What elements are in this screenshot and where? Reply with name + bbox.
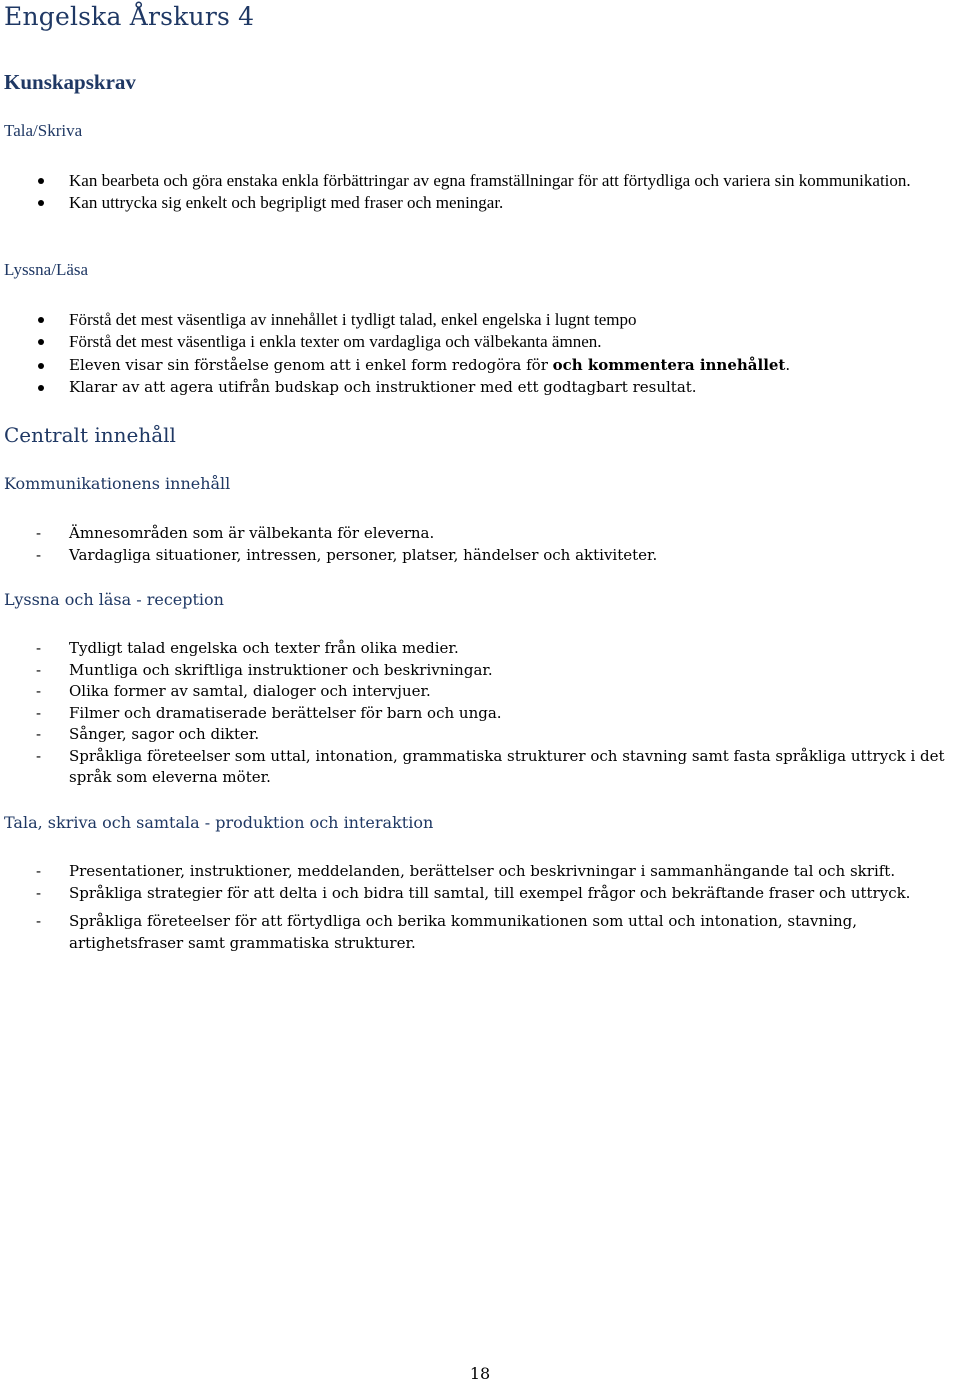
- list-item: - Språkliga företeelser som uttal, intonation, grammatiska strukturer och stavning samt fasta språkliga uttryck i det språk som eleverna möter.: [36, 746, 945, 786]
- list-tala-skriva: [0, 170, 960, 213]
- bullet-icon: [38, 317, 44, 323]
- dash-icon: -: [36, 703, 42, 722]
- list-item: - Språkliga företeelser för att förtydliga och berika kommunikationen som uttal och intonation, stavning, artighetsfraser samt grammatiska strukturer.: [36, 912, 858, 952]
- list-item: - Filmer och dramatiserade berättelser för barn och unga.: [0, 703, 960, 725]
- dash-icon: -: [36, 639, 42, 657]
- list-item: - Olika former av samtal, dialoger och intervjuer.: [0, 681, 960, 703]
- list-item: Klarar av att agera utifrån budskap och instruktioner med ett godtagbart resultat.: [0, 377, 960, 399]
- list-kommunikation: [0, 523, 960, 566]
- subheading-tala-skriva: Tala/Skriva: [4, 121, 83, 140]
- list-item: Förstå det mest väsentliga av innehållet i tydligt talad, enkel engelska i lugnt tempo: [0, 309, 960, 331]
- list-lyssna-lasa-cont: [0, 355, 960, 398]
- page-number: 18: [469, 1364, 491, 1383]
- subheading-produktion: Tala, skriva och samtala - produktion och interaktion: [4, 813, 434, 832]
- list-item: - Språkliga strategier för att delta i och bidra till samtal, till exempel frågor och bekräftande fraser och uttryck.: [0, 883, 960, 905]
- list-reception: [0, 638, 960, 789]
- list-item: Eleven visar sin förståelse genom att i enkel form redogöra för och kommentera innehållet.: [0, 355, 960, 377]
- subheading-kommunikation: Kommunikationens innehåll: [4, 474, 231, 493]
- dash-icon: -: [36, 545, 42, 564]
- bullet-icon: [38, 363, 44, 369]
- list-item: Kan uttrycka sig enkelt och begripligt med fraser och meningar.: [0, 192, 960, 214]
- bullet-icon: [38, 385, 44, 391]
- list-item: - Tydligt talad engelska och texter från olika medier.: [0, 638, 960, 660]
- dash-icon: -: [36, 912, 42, 930]
- list-item: - Muntliga och skriftliga instruktioner och beskrivningar.: [0, 660, 960, 682]
- bullet-icon: [38, 178, 44, 184]
- list-produktion: [0, 861, 960, 954]
- document-title: Engelska Årskurs 4: [4, 2, 255, 31]
- dash-icon: -: [36, 524, 42, 542]
- list-item: Kan bearbeta och göra enstaka enkla förbättringar av egna framställningar för att förtydliga och variera sin kommunikation.: [0, 170, 960, 192]
- bullet-icon: [38, 200, 44, 206]
- dash-icon: -: [36, 660, 42, 679]
- heading-centralt-innehall: Centralt innehåll: [4, 423, 176, 447]
- list-lyssna-lasa: [0, 309, 960, 352]
- dash-icon: -: [36, 682, 42, 700]
- subheading-reception: Lyssna och läsa - reception: [4, 590, 224, 609]
- dash-icon: -: [36, 725, 42, 743]
- list-item: - Presentationer, instruktioner, meddelanden, berättelser och beskrivningar i sammanhängande tal och skrift.: [0, 861, 960, 883]
- dash-icon: -: [36, 746, 42, 765]
- list-item: Förstå det mest väsentliga i enkla texter om vardagliga och välbekanta ämnen.: [0, 331, 960, 353]
- subheading-lyssna-lasa: Lyssna/Läsa: [4, 260, 89, 279]
- list-item: - Sånger, sagor och dikter.: [0, 724, 960, 746]
- bullet-icon: [38, 339, 44, 345]
- list-item: - Ämnesområden som är välbekanta för eleverna.: [0, 523, 960, 545]
- heading-kunskapskrav: Kunskapskrav: [4, 70, 136, 94]
- dash-icon: -: [36, 862, 42, 880]
- list-item: - Vardagliga situationer, intressen, personer, platser, händelser och aktiviteter.: [0, 545, 960, 567]
- dash-icon: -: [36, 883, 42, 902]
